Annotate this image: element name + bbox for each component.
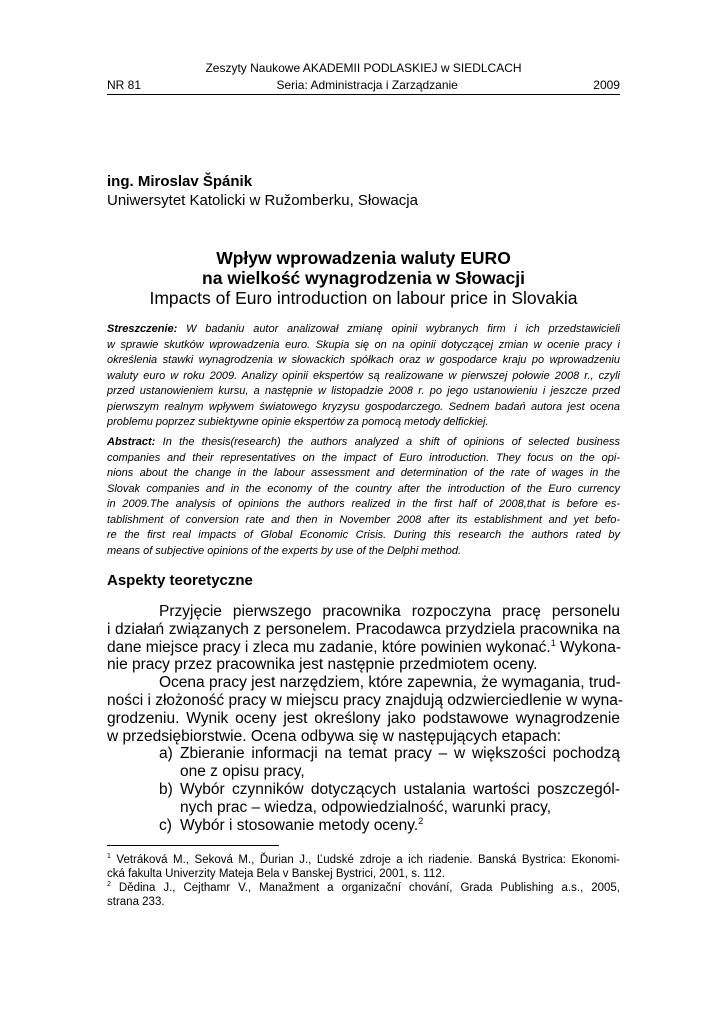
footnote-number: 1 [107,853,111,860]
header-row [107,78,620,92]
footnote-line: $^1$ Vetráková M., Seková M., Ďurian J., Ľudské zdroje a ich riadenie. Banská Bystrica: Ekonomi- [107,853,620,866]
abstract-line: w sprawie skutków wprowadzenia euro. Skupia się on na opinii dotyczącej zmian w ocenie pracy i [107,338,620,351]
abstract-line: określenia stawki wynagrodzenia w słowackich spółkach oraz w gospodarce kraju po wprowadzeniu [107,354,620,366]
list-item-continuation: one z opisu pracy, [180,763,305,781]
footnotes [107,853,620,909]
paragraph-line: ności i złożoność pracy w miejscu pracy znajdują odzwierciedlenie w wyna- [107,691,624,709]
abstract-line: means of subjective opinions of the experts by use of the Delphi method. [107,544,462,557]
series-title: Seria: Administracja i Zarządzanie [276,78,458,92]
abstract-line: in 2009.The analysis of opinions the authors realized in the first half of 2008,that is before es- [107,498,620,510]
footnote-reference[interactable]: 1 [550,637,556,648]
footnote-line: cká fakulta Univerzity Mateja Bela v Banskej Bystrici, 2001, s. 112. [107,868,445,880]
english-title: Impacts of Euro introduction on labour price in Slovakia [149,288,578,308]
paragraph-line: i działań związanych z personelem. Pracodawca przydziela pracownika na [107,620,620,638]
abstract-line: Streszczenie: W badaniu autor analizował zmianę opinii wybranych firm i ich przedstawicieli [107,323,620,335]
header-divider [107,94,620,95]
abstract-line: problemu poprzez subiektywne opinie ekspertów za pomocą metody delfickiej. [107,416,489,428]
abstract-line: waluty euro w roku 2009. Analizy opinii ekspertów są realizowane w pierwszej połowie 2008 r., czyli [107,369,620,382]
list-item-text: Wybór czynników dotyczących ustalania wartości poszczegól- [180,780,620,798]
title-line-1: Wpływ wprowadzenia waluty EURO [216,248,511,268]
abstract-line: tablishment of conversion rate and then in November 2008 after its establishment and yet befo- [107,513,620,526]
abstract-english [107,435,620,559]
footnote-number: 2 [107,881,111,888]
paragraph-line: nie pracy przez pracownika jest następnie przedmiotem oceny. [107,656,538,674]
abstract-line: Slovak companies and in the economy of the country after the introduction of the Euro currency [107,482,620,495]
footnote-line: $^2$ Dědina J., Cejthamr V., Manažment a organizační chování, Grada Publishing a.s., 2005, [107,881,620,894]
section-heading: Aspekty teoretyczne [107,572,253,589]
author-affiliation: Uniwersytet Katolicki w Ružomberku, Słowacja [107,192,418,209]
list-item-text: Zbieranie informacji na temat pracy – w większości pochodzą [180,745,620,763]
year: 2009 [593,78,620,92]
abstract-line: re the first real impacts of Global Economic Crisis. During this research the authors rated by [107,529,620,541]
footnote-line: strana 233. [107,896,165,908]
abstract-line: companies and their representatives on the impact of Euro introduction. They focus on the opi- [107,451,620,464]
list-marker: c) [159,816,172,834]
paragraph-line: w przedsiębiorstwie. Ocena odbywa się w następujących etapach: [107,727,562,745]
list-item-continuation: nych prac – wiedza, odpowiedzialność, warunki pracy, [180,798,552,816]
list-item [107,781,620,799]
title-line-2: na wielkość wynagrodzenia w Słowacji [202,268,525,288]
issue-number: NR 81 [107,78,142,92]
paragraph-line: dane miejsce pracy i zleca mu zadanie, które powinien wykonać.$^1$ Wykona- [107,637,622,656]
abstract-line: pierwszym realnym wpływem światowego kryzysu gospodarczego. Sednem badań autora jest ocena [107,400,620,413]
list-marker: b) [159,780,173,798]
footnote-divider [107,845,279,846]
list-item [107,745,620,763]
paragraph-line: Przyjęcie pierwszego pracownika rozpoczyna pracę personelu [159,603,620,620]
journal-title: Zeszyty Naukowe AKADEMII PODLASKIEJ w SIEDLCACH [205,61,522,75]
list-marker: a) [159,745,173,763]
abstract-line: przed ustanowieniem kursu, a następnie w listopadzie 2008 r. po jego ustanowieniu i jeszcze przed [107,385,620,397]
list-item [107,817,620,835]
footnote-reference[interactable]: 2 [418,815,424,826]
author-name: ing. Miroslav Špánik [107,173,253,190]
paragraph-line: Ocena pracy jest narzędziem, które zapewnia, że wymagania, trud- [159,674,621,692]
abstract-line: nions about the change in the labour assessment and determination of the rate of wages in the [107,467,620,479]
abstract-label: Streszczenie: [107,323,178,335]
list-item-text: Wybór i stosowanie metody oceny.$^2$ [180,815,424,834]
body-text [107,603,624,834]
abstract-polish [107,322,620,431]
paragraph-line: grodzeniu. Wynik oceny jest określony jako podstawowe wynagrodzenie [107,709,620,727]
abstract-label: Abstract: [107,436,156,448]
abstract-line: Abstract: In the thesis(research) the authors analyzed a shift of opinions of selected business [107,436,620,448]
